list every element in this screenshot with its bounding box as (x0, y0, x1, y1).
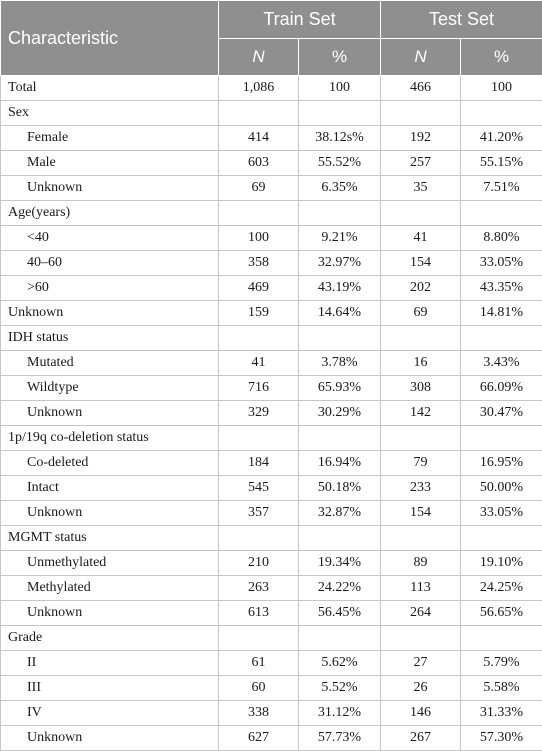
table-row (1, 476, 542, 501)
row-label: Age(years) (1, 201, 219, 226)
test-pct-cell: 14.81% (461, 301, 542, 326)
table-row (1, 601, 542, 626)
test-n-cell: 202 (381, 276, 461, 301)
test-n-cell: 264 (381, 601, 461, 626)
train-n-cell: 1,086 (219, 76, 299, 101)
table-row (1, 151, 542, 176)
train-n-cell: 184 (219, 451, 299, 476)
header-test-pct: % (461, 39, 542, 76)
test-pct-cell: 7.51% (461, 176, 542, 201)
train-pct-cell (299, 201, 381, 226)
test-pct-cell: 41.20% (461, 126, 542, 151)
row-label: Unknown (1, 401, 219, 426)
table-row (1, 651, 542, 676)
train-pct-cell: 31.12% (299, 701, 381, 726)
train-pct-cell: 5.62% (299, 651, 381, 676)
train-n-cell: 329 (219, 401, 299, 426)
test-pct-cell (461, 326, 542, 351)
row-label: >60 (1, 276, 219, 301)
train-pct-cell (299, 626, 381, 651)
train-n-cell: 41 (219, 351, 299, 376)
test-pct-cell: 55.15% (461, 151, 542, 176)
train-n-cell (219, 101, 299, 126)
train-pct-cell: 100 (299, 76, 381, 101)
row-label: Intact (1, 476, 219, 501)
row-label: Methylated (1, 576, 219, 601)
table-row (1, 201, 542, 226)
table-row (1, 701, 542, 726)
test-pct-cell: 43.35% (461, 276, 542, 301)
table-row (1, 676, 542, 701)
test-n-cell: 16 (381, 351, 461, 376)
test-n-cell: 466 (381, 76, 461, 101)
table-row (1, 401, 542, 426)
test-pct-cell: 56.65% (461, 601, 542, 626)
row-label: Unknown (1, 301, 219, 326)
test-n-cell: 41 (381, 226, 461, 251)
test-n-cell: 192 (381, 126, 461, 151)
train-pct-cell: 16.94% (299, 451, 381, 476)
test-n-cell: 27 (381, 651, 461, 676)
train-n-cell: 603 (219, 151, 299, 176)
train-pct-cell: 5.52% (299, 676, 381, 701)
test-n-cell: 154 (381, 251, 461, 276)
test-n-cell (381, 526, 461, 551)
train-n-cell: 469 (219, 276, 299, 301)
test-n-cell: 146 (381, 701, 461, 726)
train-n-cell: 627 (219, 726, 299, 751)
test-pct-cell (461, 626, 542, 651)
row-label: Sex (1, 101, 219, 126)
test-n-cell (381, 101, 461, 126)
row-label: IDH status (1, 326, 219, 351)
train-pct-cell: 38.12s% (299, 126, 381, 151)
train-pct-cell: 32.87% (299, 501, 381, 526)
train-pct-cell: 43.19% (299, 276, 381, 301)
header-test-n: N (381, 39, 461, 76)
row-label: III (1, 676, 219, 701)
row-label: Mutated (1, 351, 219, 376)
test-pct-cell: 66.09% (461, 376, 542, 401)
train-n-cell (219, 201, 299, 226)
train-n-cell (219, 426, 299, 451)
test-pct-cell: 50.00% (461, 476, 542, 501)
test-pct-cell: 100 (461, 76, 542, 101)
test-n-cell (381, 626, 461, 651)
table-row (1, 76, 542, 101)
row-label: Male (1, 151, 219, 176)
table-row (1, 426, 542, 451)
test-n-cell: 79 (381, 451, 461, 476)
row-label: 40–60 (1, 251, 219, 276)
table-row (1, 501, 542, 526)
train-pct-cell: 24.22% (299, 576, 381, 601)
train-n-cell: 100 (219, 226, 299, 251)
row-label: Grade (1, 626, 219, 651)
test-n-cell (381, 426, 461, 451)
train-n-cell: 60 (219, 676, 299, 701)
table-row (1, 576, 542, 601)
table-row (1, 351, 542, 376)
train-pct-cell: 14.64% (299, 301, 381, 326)
row-label: Unmethylated (1, 551, 219, 576)
train-pct-cell (299, 326, 381, 351)
test-pct-cell (461, 201, 542, 226)
test-pct-cell (461, 526, 542, 551)
table-row (1, 126, 542, 151)
table-row (1, 451, 542, 476)
row-label: Unknown (1, 601, 219, 626)
test-n-cell: 35 (381, 176, 461, 201)
train-n-cell: 613 (219, 601, 299, 626)
test-n-cell: 257 (381, 151, 461, 176)
table-row (1, 226, 542, 251)
train-n-cell: 545 (219, 476, 299, 501)
header-row-groups (1, 1, 542, 39)
table-row (1, 376, 542, 401)
table-header (1, 1, 542, 76)
train-pct-cell: 65.93% (299, 376, 381, 401)
train-pct-cell (299, 426, 381, 451)
table-row (1, 326, 542, 351)
train-n-cell: 61 (219, 651, 299, 676)
train-pct-cell: 19.34% (299, 551, 381, 576)
test-n-cell: 69 (381, 301, 461, 326)
test-pct-cell: 33.05% (461, 251, 542, 276)
test-pct-cell: 19.10% (461, 551, 542, 576)
table-row (1, 251, 542, 276)
row-label: Co-deleted (1, 451, 219, 476)
train-pct-cell: 32.97% (299, 251, 381, 276)
header-train-pct: % (299, 39, 381, 76)
train-n-cell: 338 (219, 701, 299, 726)
test-pct-cell: 5.58% (461, 676, 542, 701)
train-pct-cell (299, 526, 381, 551)
train-pct-cell: 55.52% (299, 151, 381, 176)
table-row (1, 301, 542, 326)
train-n-cell: 159 (219, 301, 299, 326)
test-pct-cell: 16.95% (461, 451, 542, 476)
row-label: MGMT status (1, 526, 219, 551)
test-n-cell: 233 (381, 476, 461, 501)
test-pct-cell (461, 101, 542, 126)
test-pct-cell: 57.30% (461, 726, 542, 751)
test-pct-cell: 31.33% (461, 701, 542, 726)
row-label: Unknown (1, 176, 219, 201)
test-pct-cell: 24.25% (461, 576, 542, 601)
train-pct-cell (299, 101, 381, 126)
test-n-cell: 267 (381, 726, 461, 751)
test-pct-cell: 30.47% (461, 401, 542, 426)
row-label: Unknown (1, 726, 219, 751)
train-pct-cell: 50.18% (299, 476, 381, 501)
train-pct-cell: 6.35% (299, 176, 381, 201)
header-train-n: N (219, 39, 299, 76)
train-n-cell: 210 (219, 551, 299, 576)
test-n-cell: 308 (381, 376, 461, 401)
header-train-set: Train Set (219, 1, 381, 39)
table-body (1, 76, 542, 751)
test-n-cell: 154 (381, 501, 461, 526)
test-pct-cell: 3.43% (461, 351, 542, 376)
table-row (1, 276, 542, 301)
table-row (1, 626, 542, 651)
train-n-cell (219, 526, 299, 551)
test-pct-cell: 33.05% (461, 501, 542, 526)
header-test-set: Test Set (381, 1, 542, 39)
row-label: II (1, 651, 219, 676)
table-row (1, 526, 542, 551)
test-n-cell: 26 (381, 676, 461, 701)
train-n-cell: 716 (219, 376, 299, 401)
test-n-cell (381, 201, 461, 226)
train-n-cell: 414 (219, 126, 299, 151)
row-label: <40 (1, 226, 219, 251)
table-row (1, 176, 542, 201)
row-label: Total (1, 76, 219, 101)
table-row (1, 101, 542, 126)
test-n-cell: 89 (381, 551, 461, 576)
test-n-cell: 113 (381, 576, 461, 601)
test-n-cell: 142 (381, 401, 461, 426)
train-pct-cell: 57.73% (299, 726, 381, 751)
train-n-cell (219, 626, 299, 651)
table-row (1, 551, 542, 576)
test-pct-cell (461, 426, 542, 451)
row-label: 1p/19q co-deletion status (1, 426, 219, 451)
test-pct-cell: 5.79% (461, 651, 542, 676)
train-n-cell: 357 (219, 501, 299, 526)
train-pct-cell: 3.78% (299, 351, 381, 376)
train-n-cell (219, 326, 299, 351)
header-characteristic: Characteristic (1, 1, 219, 76)
train-n-cell: 69 (219, 176, 299, 201)
train-pct-cell: 56.45% (299, 601, 381, 626)
train-pct-cell: 9.21% (299, 226, 381, 251)
row-label: IV (1, 701, 219, 726)
row-label: Unknown (1, 501, 219, 526)
test-n-cell (381, 326, 461, 351)
row-label: Female (1, 126, 219, 151)
row-label: Wildtype (1, 376, 219, 401)
train-n-cell: 358 (219, 251, 299, 276)
train-pct-cell: 30.29% (299, 401, 381, 426)
train-n-cell: 263 (219, 576, 299, 601)
test-pct-cell: 8.80% (461, 226, 542, 251)
